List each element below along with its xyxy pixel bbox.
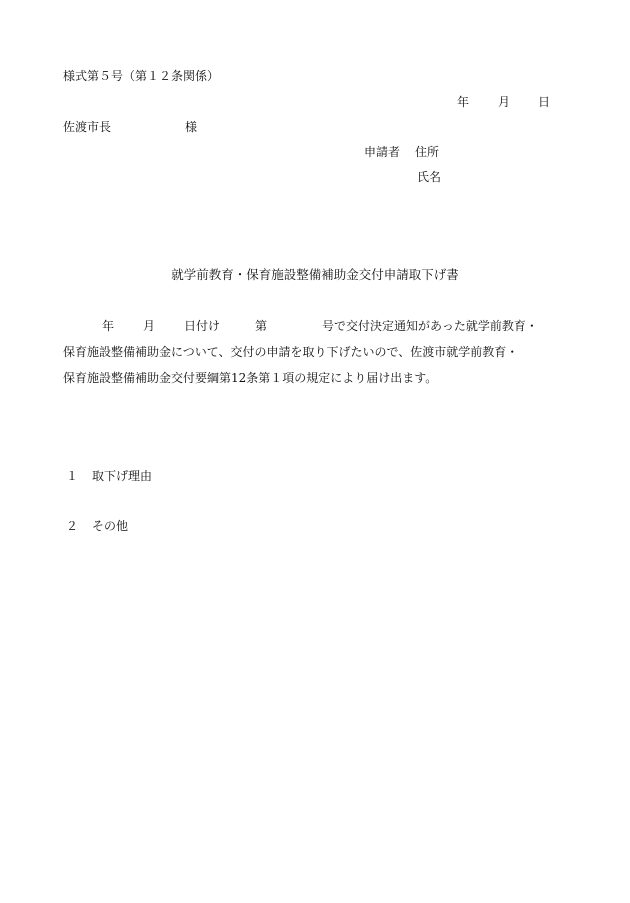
body-line-2: 保育施設整備補助金について、交付の申請を取り下げたいので、佐渡市就学前教育・: [63, 345, 519, 359]
date-month-label: 月: [498, 95, 511, 109]
item-label-other: その他: [92, 519, 129, 533]
body-line-1-text: 号で交付決定通知があった就学前教育・: [322, 319, 538, 333]
form-number: 様式第５号（第１２条関係）: [63, 69, 220, 83]
addressee-name: 佐渡市長: [63, 120, 112, 134]
body-number-label: 第: [255, 319, 268, 333]
date-year-label: 年: [457, 95, 470, 109]
body-month-label: 月: [143, 319, 156, 333]
applicant-label: 申請者: [364, 145, 401, 159]
item-number-2: ２: [66, 519, 79, 533]
item-label-reason: 取下げ理由: [92, 469, 153, 483]
document-title: 就学前教育・保育施設整備補助金交付申請取下げ書: [171, 267, 459, 282]
body-year-label: 年: [102, 319, 115, 333]
applicant-name-label: 氏名: [417, 170, 442, 184]
addressee-honorific: 様: [185, 120, 198, 134]
applicant-address-label: 住所: [415, 145, 440, 159]
body-line-3: 保育施設整備補助金交付要綱第12条第１項の規定により届け出ます。: [63, 371, 438, 385]
body-dated-label: 日付け: [184, 319, 221, 333]
date-day-label: 日: [538, 95, 551, 109]
item-number-1: １: [66, 469, 79, 483]
